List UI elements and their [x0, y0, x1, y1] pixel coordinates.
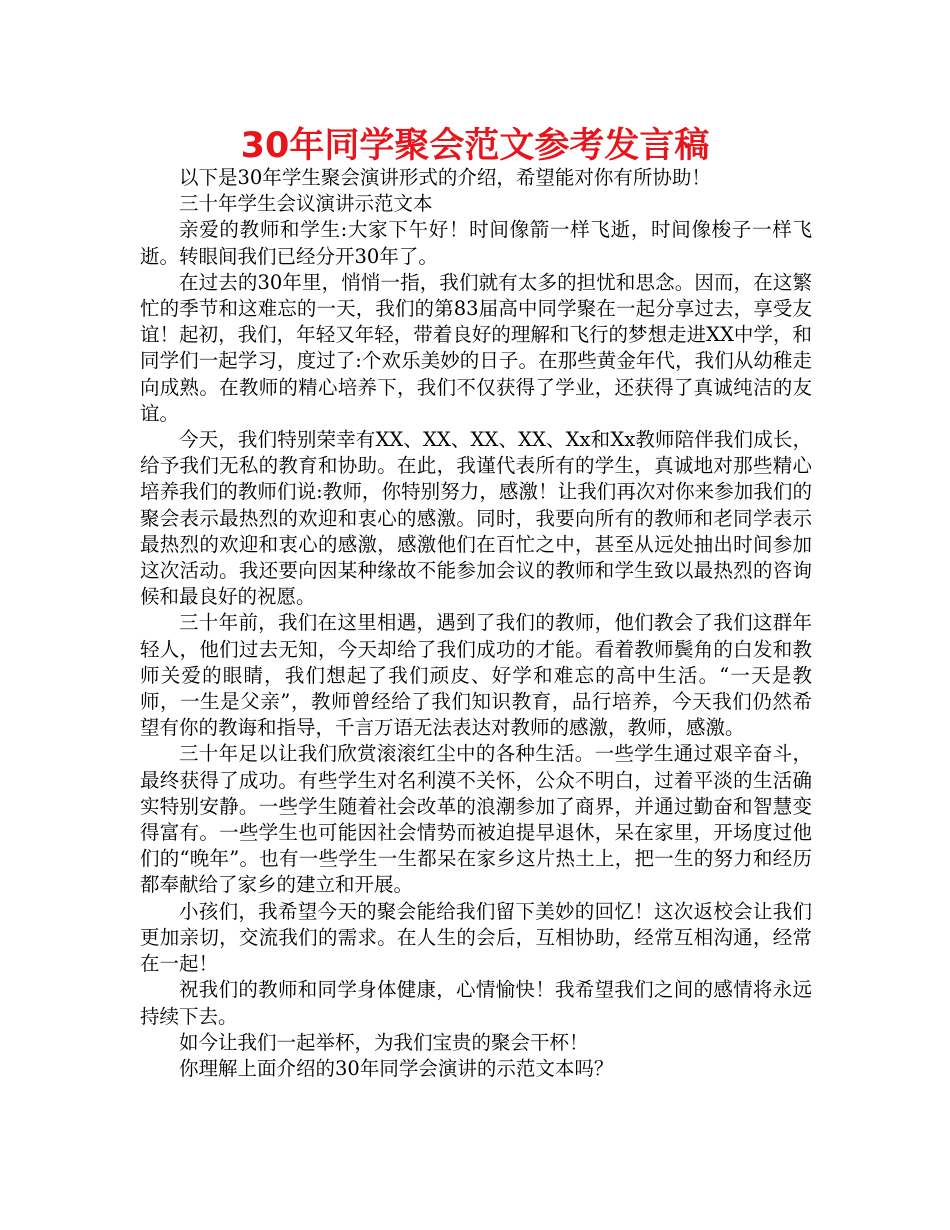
paragraph-thirty-years-ago: 三十年前，我们在这里相遇，遇到了我们的教师，他们教会了我们这群年轻人，他们过去无知，今天却给了我们成功的才能。看着教师鬓角的白发和教师关爱的眼睛，我们想起了我们顽皮、好学和难忘的高中生活。“一天是教师，一生是父亲”，教师曾经给了我们知识教育，品行培养，今天我们仍然希望有你的教诲和指导，千言万语无法表达对教师的感激，教师，感激。 — [140, 611, 812, 740]
paragraph-intro: 以下是30年学生聚会演讲形式的介绍，希望能对你有所协助！ — [179, 166, 711, 189]
document-body — [140, 165, 812, 1082]
paragraph-teachers-thanks: 今天，我们特别荣幸有XX、XX、XX、XX、Xx和Xx教师陪伴我们成长，给予我们无私的教育和协助。在此，我谨代表所有的学生，真诚地对那些精心培养我们的教师们说:教师，你特别努力，感激！让我们再次对你来参加我们的聚会表示最热烈的欢迎和衷心的感激。同时，我要向所有的教师和老同学表示最热烈的欢迎和衷心的感激，感激他们在百忙之中，甚至从远处抽出时间参加这次活动。我还要向因某种缘故不能参加会议的教师和学生致以最热烈的咨询候和最良好的祝愿。 — [140, 428, 812, 609]
paragraph-wishes: 祝我们的教师和同学身体健康，心情愉快！我希望我们之间的感情将永远持续下去。 — [140, 978, 812, 1028]
paragraph-closing-question: 你理解上面介绍的30年同学会演讲的示范文本吗？ — [179, 1056, 614, 1080]
paragraph-memories: 小孩们，我希望今天的聚会能给我们留下美妙的回忆！这次返校会让我们更加亲切，交流我们的需求。在人生的会后，互相协助，经常互相沟通，经常在一起！ — [140, 899, 812, 976]
paragraph-past-30-years: 在过去的30年里，悄悄一指，我们就有太多的担忧和思念。因而，在这繁忙的季节和这难忘的一天，我们的第83届高中同学聚在一起分享过去，享受友谊！起初，我们，年轻又年轻，带着良好的理解和飞行的梦想走进XX中学，和同学们一起学习，度过了:个欢乐美妙的日子。在那些黄金年代，我们从幼稚走向成熟。在教师的精心培养下，我们不仅获得了学业，还获得了真诚纯洁的友谊。 — [140, 270, 812, 425]
paragraph-subtitle: 三十年学生会议演讲示范文本 — [179, 192, 433, 216]
document-title: 30年同学聚会范文参考发言稿 — [240, 126, 710, 166]
paragraph-various-lives: 三十年足以让我们欣赏滚滚红尘中的各种生活。一些学生通过艰辛奋斗，最终获得了成功。有些学生对名利漠不关怀，公众不明白，过着平淡的生活确实特别安静。一些学生随着社会改革的浪潮参加了商界，并通过勤奋和智慧变得富有。一些学生也可能因社会情势而被迫提早退休，呆在家里，开场度过他们的“晚年”。也有一些学生一生都呆在家乡这片热土上，把一生的努力和经历都奉献给了家乡的建立和开展。 — [140, 742, 812, 897]
paragraph-toast: 如今让我们一起举杯，为我们宝贵的聚会干杯！ — [179, 1030, 589, 1054]
paragraph-greeting: 亲爱的教师和学生:大家下午好！时间像箭一样飞逝，时间像梭子一样飞逝。转眼间我们已经分开30年了。 — [140, 218, 812, 268]
